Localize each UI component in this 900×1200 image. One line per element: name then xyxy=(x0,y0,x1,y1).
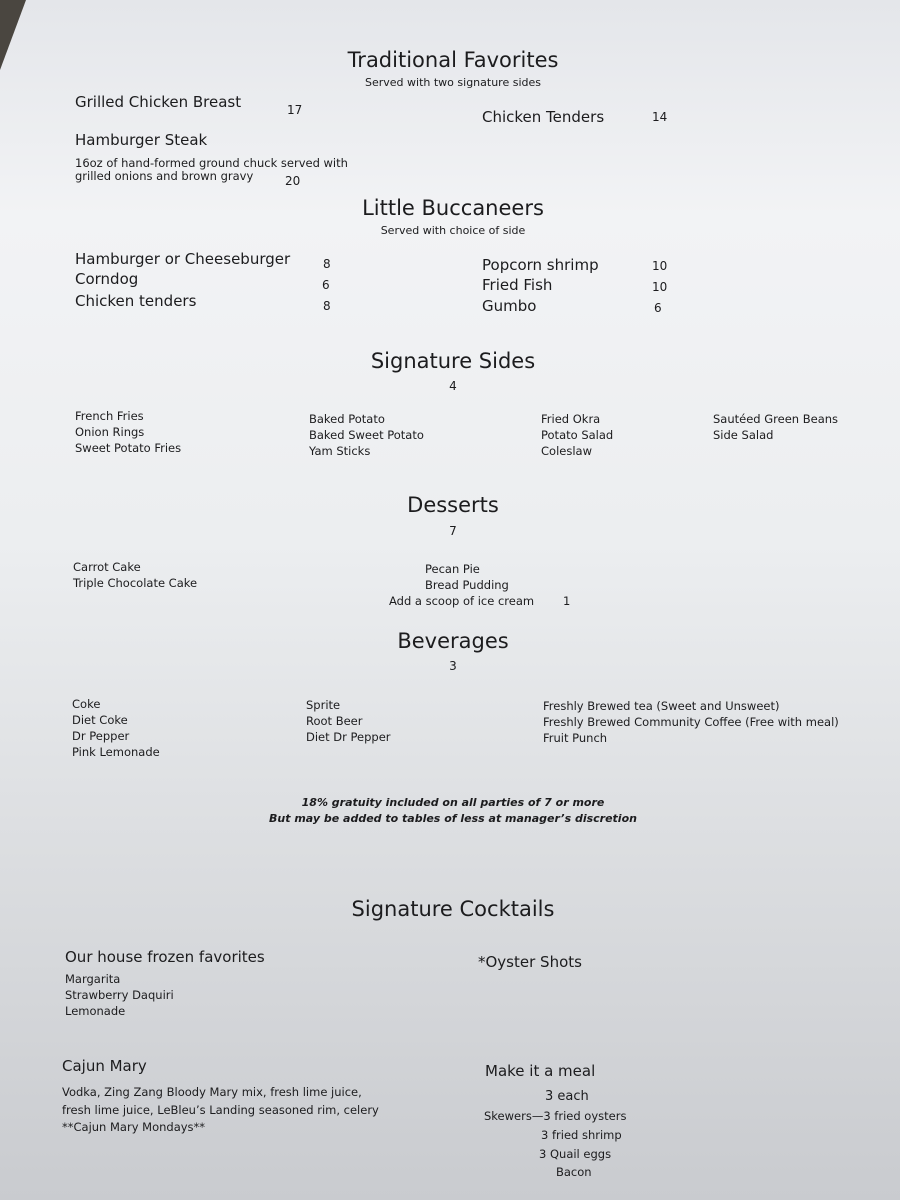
item-name: Hamburger or Cheeseburger xyxy=(75,250,291,268)
side-item: Fried Okra xyxy=(541,412,601,426)
item-price: 6 xyxy=(322,278,330,292)
item-price: 17 xyxy=(287,103,303,117)
meal-line: Skewers—3 fried oysters xyxy=(484,1109,627,1123)
item-price: 10 xyxy=(652,280,668,294)
item-price: 10 xyxy=(652,259,668,273)
beverage-item: Diet Dr Pepper xyxy=(306,730,391,744)
desserts-column-2 xyxy=(425,561,509,593)
little-title: Little Buccaneers xyxy=(362,196,544,220)
cajun-description: Vodka, Zing Zang Bloody Mary mix, fresh lime juice, xyxy=(62,1085,362,1099)
cajun-description: fresh lime juice, LeBleu’s Landing seasoned rim, celery xyxy=(62,1103,379,1117)
item-name: Corndog xyxy=(75,270,139,288)
sides-column-2 xyxy=(309,411,424,459)
frozen-item: Lemonade xyxy=(65,1004,126,1018)
meal-line: 3 Quail eggs xyxy=(539,1147,612,1161)
cajun-title: Cajun Mary xyxy=(62,1057,147,1075)
item-description: grilled onions and brown gravy xyxy=(75,169,254,183)
oyster-shots: *Oyster Shots xyxy=(478,953,582,971)
traditional-subtitle: Served with two signature sides xyxy=(365,76,541,89)
beverage-item: Freshly Brewed tea (Sweet and Unsweet) xyxy=(543,699,780,713)
meal-price: 3 each xyxy=(545,1089,589,1104)
item-name: Gumbo xyxy=(482,297,537,315)
item-price: 20 xyxy=(285,174,301,188)
table-corner xyxy=(0,0,26,70)
desserts-column-1 xyxy=(73,559,197,591)
frozen-item: Strawberry Daquiri xyxy=(65,988,174,1002)
side-item: Sweet Potato Fries xyxy=(75,441,182,455)
beverages-price: 3 xyxy=(449,659,457,673)
item-price: 8 xyxy=(323,257,331,271)
side-item: Sautéed Green Beans xyxy=(713,412,839,426)
dessert-addon-price: 1 xyxy=(563,594,571,608)
side-item: Side Salad xyxy=(713,428,774,442)
item-name: Popcorn shrimp xyxy=(482,256,599,274)
item-price: 14 xyxy=(652,110,668,124)
item-name: Chicken Tenders xyxy=(482,108,605,126)
side-item: French Fries xyxy=(75,409,144,423)
dessert-addon: Add a scoop of ice cream xyxy=(389,594,535,608)
desserts-title: Desserts xyxy=(407,493,499,517)
beverage-item: Freshly Brewed Community Coffee (Free with meal) xyxy=(543,715,839,729)
beverages-column-3 xyxy=(543,698,839,746)
item-name: Chicken tenders xyxy=(75,292,197,310)
beverage-item: Root Beer xyxy=(306,714,363,728)
beverage-item: Pink Lemonade xyxy=(72,745,160,759)
side-item: Baked Sweet Potato xyxy=(309,428,424,442)
side-item: Baked Potato xyxy=(309,412,385,426)
side-item: Yam Sticks xyxy=(309,444,371,458)
side-item: Potato Salad xyxy=(541,428,614,442)
frozen-item: Margarita xyxy=(65,972,121,986)
gratuity-note: But may be added to tables of less at manager’s discretion xyxy=(269,812,637,825)
meal-line: 3 fried shrimp xyxy=(541,1128,622,1142)
beverage-item: Sprite xyxy=(306,698,341,712)
sides-title: Signature Sides xyxy=(370,349,536,373)
little-subtitle: Served with choice of side xyxy=(380,224,526,237)
frozen-title: Our house frozen favorites xyxy=(65,948,265,966)
meal-line: Bacon xyxy=(556,1165,592,1179)
gratuity-note: 18% gratuity included on all parties of 7 or more xyxy=(301,796,605,809)
item-name: Fried Fish xyxy=(482,276,553,294)
beverage-item: Coke xyxy=(72,697,101,711)
beverage-item: Diet Coke xyxy=(72,713,128,727)
cajun-note: **Cajun Mary Mondays** xyxy=(62,1120,206,1134)
dessert-item: Pecan Pie xyxy=(425,562,480,576)
side-item: Coleslaw xyxy=(541,444,592,458)
beverages-title: Beverages xyxy=(397,629,509,653)
dessert-item: Bread Pudding xyxy=(425,578,509,592)
frozen-list xyxy=(65,971,174,1019)
beverage-item: Dr Pepper xyxy=(72,729,130,743)
side-item: Onion Rings xyxy=(75,425,145,439)
desserts-price: 7 xyxy=(449,524,457,538)
beverages-column-2 xyxy=(306,697,391,745)
item-price: 8 xyxy=(323,299,331,313)
item-description: 16oz of hand-formed ground chuck served with xyxy=(75,156,348,170)
sides-price: 4 xyxy=(449,379,457,393)
dessert-item: Triple Chocolate Cake xyxy=(73,576,198,590)
dessert-item: Carrot Cake xyxy=(73,560,141,574)
traditional-title: Traditional Favorites xyxy=(347,48,559,72)
beverages-column-1 xyxy=(72,696,160,760)
meal-title: Make it a meal xyxy=(485,1062,596,1080)
item-name: Grilled Chicken Breast xyxy=(75,93,242,111)
sides-column-3 xyxy=(541,411,613,459)
sides-column-4 xyxy=(713,411,838,443)
cocktails-title: Signature Cocktails xyxy=(351,897,555,921)
beverage-item: Fruit Punch xyxy=(543,731,608,745)
item-price: 6 xyxy=(654,301,662,315)
sides-column-1 xyxy=(75,408,181,456)
item-name: Hamburger Steak xyxy=(75,131,208,149)
